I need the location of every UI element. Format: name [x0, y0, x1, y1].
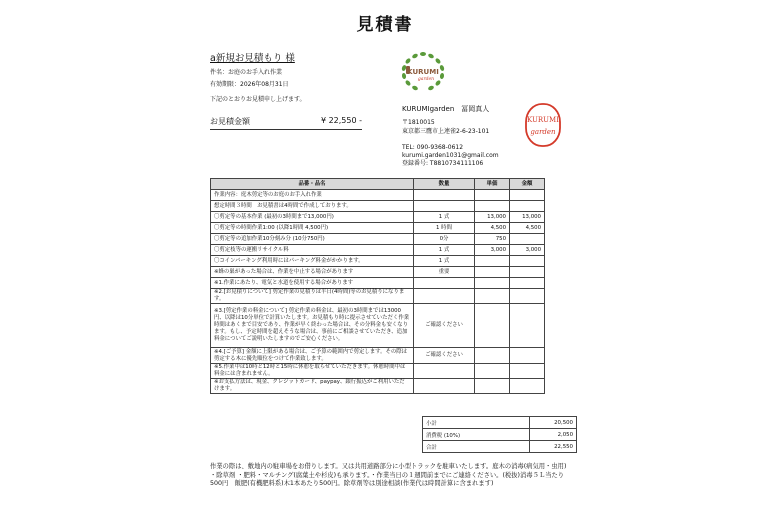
table-row [211, 289, 545, 304]
valid-until: 有効期限：2026年08月31日 [210, 81, 289, 88]
row-amount [510, 256, 545, 267]
row-desc: ※蜂の巣があった場合は、作業を中止する場合があります [211, 267, 414, 278]
row-amount [510, 348, 545, 364]
table-row [211, 304, 545, 348]
row-desc: ※2.[お見積りについて] 剪定作業の見積りは半日(4時間)等のお見積りになります。 [211, 289, 414, 304]
row-qty [414, 289, 475, 304]
row-desc: 作業内容：庭木剪定等のお庭のお手入れ作業 [211, 190, 414, 201]
row-desc: ※4.[ご予算] 金額に上限がある場合は、ご予算の範囲内で剪定します。その際は剪定する木に優先順位をつけて作業致します。 [211, 348, 414, 364]
row-price: 750 [475, 234, 510, 245]
email: kurumi.garden1031@gmail.com [402, 152, 499, 159]
subtotal-label: 小計 [423, 417, 530, 429]
row-amount [510, 234, 545, 245]
street-address: 東京都三鷹市上連雀2-6-23-101 [402, 128, 490, 135]
row-price [475, 256, 510, 267]
row-price: 3,000 [475, 245, 510, 256]
totals-table [422, 416, 577, 453]
row-price [475, 278, 510, 289]
row-price [475, 267, 510, 278]
subtotal-row [423, 417, 577, 429]
intro-text: 下記のとおりお見積申し上げます。 [210, 96, 306, 103]
row-desc: ※1.作業にあたり、電気と水道を使用する場合があります [211, 278, 414, 289]
row-qty: 1 時間 [414, 223, 475, 234]
row-qty [414, 364, 475, 379]
table-row [211, 223, 545, 234]
row-qty [414, 201, 475, 212]
row-qty: 0分 [414, 234, 475, 245]
row-price [475, 201, 510, 212]
row-qty: 重要 [414, 267, 475, 278]
header-price: 単価 [475, 179, 510, 190]
row-price [475, 379, 510, 394]
row-desc: 〇剪定枝等の運搬リサイクル料 [211, 245, 414, 256]
row-qty [414, 278, 475, 289]
row-qty [414, 379, 475, 394]
postal-code: 〒1810015 [402, 119, 435, 126]
table-row [211, 364, 545, 379]
company-contact [402, 144, 499, 168]
table-row [211, 234, 545, 245]
row-desc: 〇剪定等の追加作業10分刻み分 (10分750円) [211, 234, 414, 245]
tax-row [423, 429, 577, 441]
company-address [402, 118, 489, 136]
row-desc: 〇剪定等の時間作業1:00 (以降1時間 4,500円) [211, 223, 414, 234]
row-qty: 1 式 [414, 256, 475, 267]
row-price: 13,000 [475, 212, 510, 223]
tel: TEL: 090-9368-0612 [402, 144, 464, 151]
estimate-amount [210, 116, 362, 130]
registration-number: 登録番号: T8810734111106 [402, 160, 484, 167]
amount-label: お見積金額 [210, 117, 250, 126]
row-amount: 3,000 [510, 245, 545, 256]
table-row [211, 201, 545, 212]
row-qty [414, 190, 475, 201]
total-value: 22,550 [530, 441, 577, 453]
row-desc: 〇コインパーキング利用時にはパーキング料金がかかります。 [211, 256, 414, 267]
tax-label: 消費税 (10%) [423, 429, 530, 441]
header-amount: 金額 [510, 179, 545, 190]
company-name: KURUMIgarden 冨岡真人 [402, 105, 490, 113]
svg-text:garden: garden [530, 128, 556, 136]
row-desc: ※3.[剪定作業の料金について] 剪定作業の料金は、最初の3時間までは13000円、以降は10分単位で計算いたします。お見積もり時に提示させていただく作業時間はあくまで目安であり、作業が早く終わった場合は、その分料金も安くなります。もし、予定時間を超えそうな場合は、事前にご相談させていただき、追加料金についてご説明いたしますのでご安心ください。 [211, 304, 414, 348]
svg-text:KURUMI: KURUMI [407, 68, 439, 76]
row-amount [510, 267, 545, 278]
total-row [423, 441, 577, 453]
svg-text:KURUMI: KURUMI [527, 116, 559, 124]
table-row [211, 348, 545, 364]
footer-notes: 作業の際は、敷地内の駐車場をお借りします。又は共用道路部分に小型トラックを駐車いたします。庭木の消毒(病気用・虫用) ・除草剤 ・肥料・マルチング(腐葉土や杉皮)も承ります。・作業当日の１週間前までにご連絡ください。(税抜)消毒５Ｌ当たり500円 飯肥(有機肥料系)木1本あたり500円。除草剤等は別途相談(作業代は時間計算に含まれます) [210, 463, 567, 488]
row-amount [510, 364, 545, 379]
recipient-name: a新規お見積もり 様 [210, 53, 295, 64]
row-qty: 1 式 [414, 212, 475, 223]
document-title: 見積書 [356, 15, 414, 35]
company-seal [524, 102, 562, 148]
table-row [211, 379, 545, 394]
estimate-table [210, 178, 545, 394]
amount-value: ¥ 22,550 - [320, 116, 362, 125]
table-row [211, 245, 545, 256]
table-row [211, 190, 545, 201]
company-logo [396, 50, 450, 92]
table-row [211, 212, 545, 223]
row-price [475, 304, 510, 348]
row-desc: 想定時間３時間 お見積書は4時間で作成しております。 [211, 201, 414, 212]
row-price [475, 364, 510, 379]
table-row [211, 278, 545, 289]
tax-value: 2,050 [530, 429, 577, 441]
row-qty: ご確認ください [414, 304, 475, 348]
row-amount [510, 289, 545, 304]
row-amount [510, 304, 545, 348]
table-row [211, 256, 545, 267]
header-item: 品番・品名 [211, 179, 414, 190]
row-amount: 13,000 [510, 212, 545, 223]
table-row [211, 267, 545, 278]
row-amount: 4,500 [510, 223, 545, 234]
subtotal-value: 20,500 [530, 417, 577, 429]
row-price [475, 348, 510, 364]
row-desc: ※お支払方法は、現金、クレジットカード、paypay、銀行振込がご利用いただけます。 [211, 379, 414, 394]
svg-text:garden: garden [417, 77, 435, 82]
row-price: 4,500 [475, 223, 510, 234]
total-label: 合計 [423, 441, 530, 453]
row-amount [510, 278, 545, 289]
header-qty: 数量 [414, 179, 475, 190]
row-desc: ※5.作業中は10時と12時と15時に休憩を取らせていただきます。休憩時間中は料金には含まれません。 [211, 364, 414, 379]
row-qty: 1 式 [414, 245, 475, 256]
row-qty: ご確認ください [414, 348, 475, 364]
row-amount [510, 190, 545, 201]
subject-line: 件名：お庭のお手入れ作業 [210, 69, 283, 76]
row-price [475, 190, 510, 201]
row-amount [510, 379, 545, 394]
row-price [475, 289, 510, 304]
row-amount [510, 201, 545, 212]
row-desc: 〇剪定等の基本作業 (最初の3時間まで13,000円) [211, 212, 414, 223]
